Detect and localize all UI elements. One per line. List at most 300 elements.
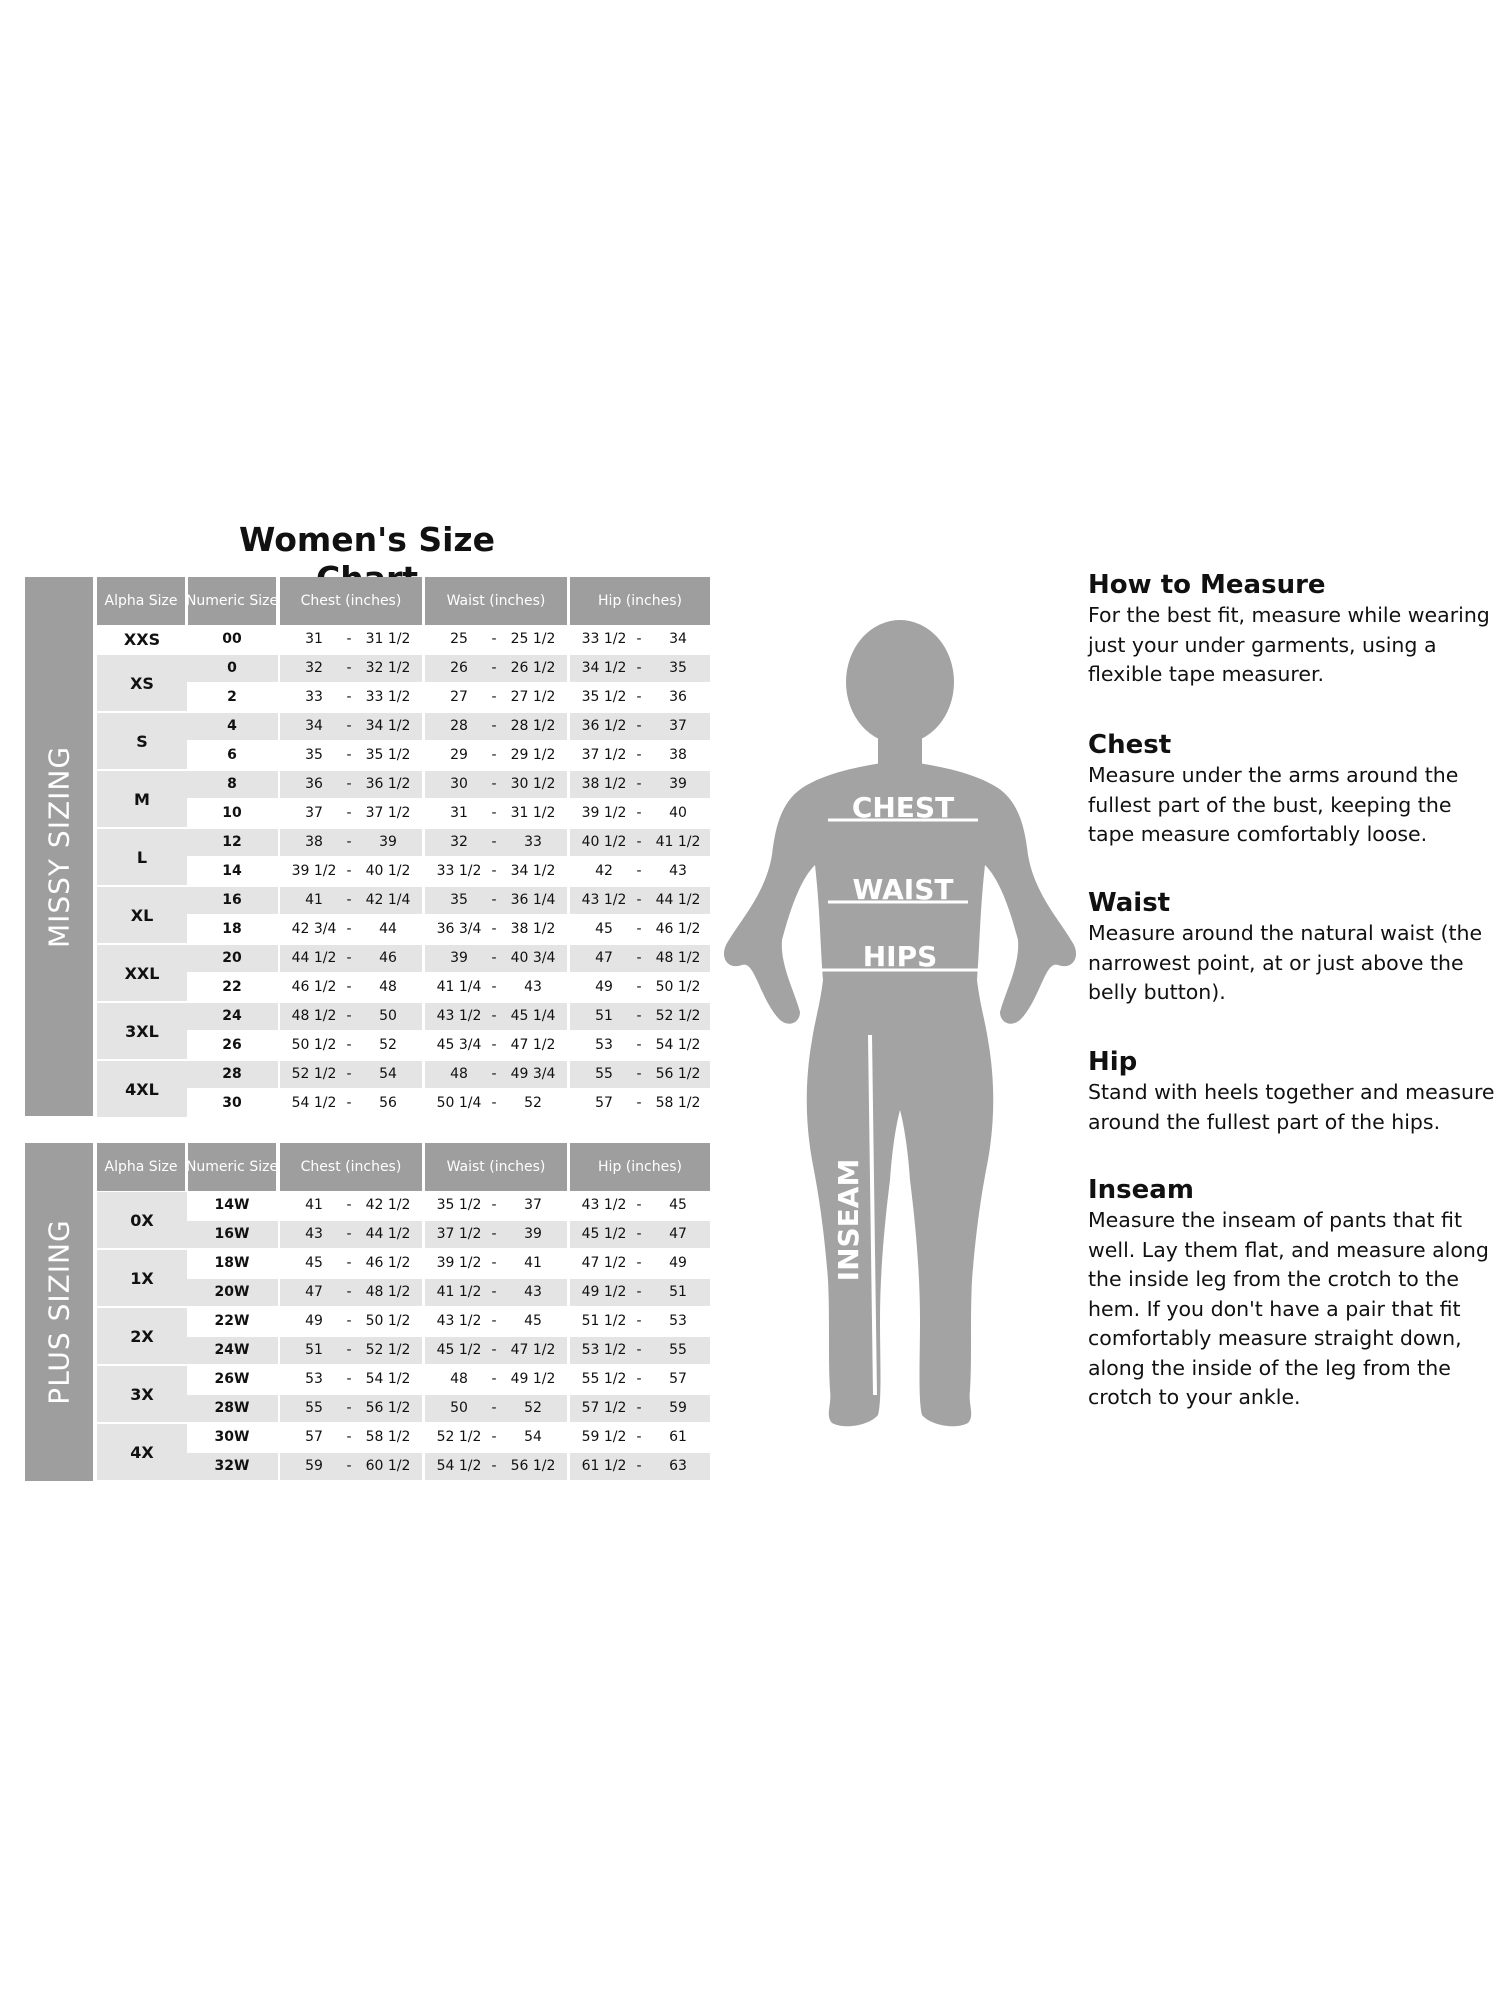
hip-min-cell: 51 1/2 [581, 1313, 627, 1329]
waist-min-cell: 50 1/4 [436, 1095, 482, 1111]
guide-how-to-measure [1088, 570, 1498, 690]
waist-min-cell: 25 [450, 631, 468, 647]
numeric-size-cell: 14W [214, 1197, 250, 1213]
chest-range-separator: - [346, 950, 352, 966]
guide-hip [1088, 1047, 1498, 1137]
chest-min-cell: 48 1/2 [291, 1008, 337, 1024]
table-row [25, 625, 710, 654]
hip-max-cell: 35 [669, 660, 687, 676]
hip-max-cell: 43 [669, 863, 687, 879]
waist-max-cell: 52 [524, 1095, 542, 1111]
chest-max-cell: 56 1/2 [365, 1400, 411, 1416]
waist-min-cell: 29 [450, 747, 468, 763]
hip-range-separator: - [636, 631, 642, 647]
alpha-size-cell: XXS [97, 626, 187, 653]
waist-range-separator: - [491, 1095, 497, 1111]
numeric-size-cell: 28W [214, 1400, 250, 1416]
hip-range-separator: - [636, 892, 642, 908]
waist-min-cell: 30 [450, 776, 468, 792]
numeric-size-cell: 0 [227, 660, 237, 676]
alpha-size-cell: S [97, 713, 187, 769]
numeric-size-cell: 30 [222, 1095, 242, 1111]
chest-text: CHEST [851, 791, 955, 824]
numeric-size-cell: 22W [214, 1313, 250, 1329]
table-row [25, 915, 710, 944]
waist-range-separator: - [491, 718, 497, 734]
table-row [25, 1191, 710, 1220]
alpha-size-cell: 4X [97, 1424, 187, 1480]
alpha-size-cell: M [97, 771, 187, 827]
hip-range-separator: - [636, 1095, 642, 1111]
chest-min-cell: 47 [305, 1284, 323, 1300]
waist-max-cell: 47 1/2 [510, 1342, 556, 1358]
numeric-size-cell: 20 [222, 950, 242, 966]
waist-range-separator: - [491, 689, 497, 705]
waist-range-separator: - [491, 1429, 497, 1445]
waist-min-cell: 35 1/2 [436, 1197, 482, 1213]
hip-min-cell: 47 [595, 950, 613, 966]
guide-waist [1088, 888, 1498, 1008]
table-row [25, 944, 710, 973]
chest-range-separator: - [346, 1429, 352, 1445]
waist-range-separator: - [491, 1458, 497, 1474]
chest-max-cell: 54 1/2 [365, 1371, 411, 1387]
hip-max-cell: 61 [669, 1429, 687, 1445]
alpha-size-cell: 3XL [97, 1003, 187, 1059]
alpha-size-cell: XS [97, 655, 187, 711]
header-chest: Chest (inches) [280, 1143, 422, 1191]
hip-max-cell: 36 [669, 689, 687, 705]
table-row [25, 1365, 710, 1394]
guide-title: Chest [1088, 730, 1172, 760]
waist-range-separator: - [491, 1284, 497, 1300]
hip-range-separator: - [636, 689, 642, 705]
hip-min-cell: 43 1/2 [581, 1197, 627, 1213]
hip-min-cell: 45 [595, 921, 613, 937]
table-row [25, 1423, 710, 1452]
waist-range-separator: - [491, 1400, 497, 1416]
chest-min-cell: 54 1/2 [291, 1095, 337, 1111]
chest-range-separator: - [346, 1313, 352, 1329]
hip-range-separator: - [636, 1458, 642, 1474]
chest-min-cell: 43 [305, 1226, 323, 1242]
table-row [25, 1060, 710, 1089]
numeric-size-cell: 20W [214, 1284, 250, 1300]
hip-max-cell: 59 [669, 1400, 687, 1416]
chest-range-separator: - [346, 1008, 352, 1024]
guide-title: Inseam [1088, 1175, 1194, 1205]
plus-size-table [25, 1143, 710, 1481]
hip-min-cell: 39 1/2 [581, 805, 627, 821]
hip-range-separator: - [636, 1284, 642, 1300]
hip-max-cell: 56 1/2 [655, 1066, 701, 1082]
chest-min-cell: 53 [305, 1371, 323, 1387]
hip-min-cell: 59 1/2 [581, 1429, 627, 1445]
hip-min-cell: 57 1/2 [581, 1400, 627, 1416]
hip-range-separator: - [636, 1313, 642, 1329]
chest-max-cell: 35 1/2 [365, 747, 411, 763]
waist-max-cell: 25 1/2 [510, 631, 556, 647]
waist-min-cell: 50 [450, 1400, 468, 1416]
waist-min-cell: 28 [450, 718, 468, 734]
hip-min-cell: 55 [595, 1066, 613, 1082]
guide-chest [1088, 730, 1498, 850]
chest-max-cell: 58 1/2 [365, 1429, 411, 1445]
waist-min-cell: 26 [450, 660, 468, 676]
alpha-size-cell: 1X [97, 1250, 187, 1306]
table-row [25, 770, 710, 799]
alpha-size-cell: 4XL [97, 1061, 187, 1117]
waist-max-cell: 45 [524, 1313, 542, 1329]
chest-max-cell: 36 1/2 [365, 776, 411, 792]
body-measurement-figure [720, 620, 1080, 1430]
numeric-size-cell: 18W [214, 1255, 250, 1271]
page-title: Women's Size [238, 520, 496, 559]
chest-max-cell: 42 1/4 [365, 892, 411, 908]
hip-min-cell: 53 1/2 [581, 1342, 627, 1358]
chest-range-separator: - [346, 1095, 352, 1111]
numeric-size-cell: 8 [227, 776, 237, 792]
numeric-size-cell: 24W [214, 1342, 250, 1358]
hip-max-cell: 51 [669, 1284, 687, 1300]
hip-min-cell: 45 1/2 [581, 1226, 627, 1242]
header-hip: Hip (inches) [570, 1143, 710, 1191]
chest-max-cell: 54 [379, 1066, 397, 1082]
chest-max-cell: 60 1/2 [365, 1458, 411, 1474]
chest-min-cell: 59 [305, 1458, 323, 1474]
inseam-text: INSEAM [832, 1158, 865, 1282]
table-row [25, 1394, 710, 1423]
hip-max-cell: 34 [669, 631, 687, 647]
chest-min-cell: 49 [305, 1313, 323, 1329]
hip-range-separator: - [636, 1226, 642, 1242]
alpha-size-cell: 0X [97, 1192, 187, 1248]
header-numeric-size: Numeric Size [188, 577, 276, 625]
numeric-size-cell: 18 [222, 921, 242, 937]
numeric-size-cell: 26W [214, 1371, 250, 1387]
waist-min-cell: 45 3/4 [436, 1037, 482, 1053]
hip-min-cell: 57 [595, 1095, 613, 1111]
hip-max-cell: 41 1/2 [655, 834, 701, 850]
chest-min-cell: 41 [305, 892, 323, 908]
chest-max-cell: 44 [379, 921, 397, 937]
waist-max-cell: 41 [524, 1255, 542, 1271]
chest-min-cell: 57 [305, 1429, 323, 1445]
hip-max-cell: 47 [669, 1226, 687, 1242]
waist-max-cell: 28 1/2 [510, 718, 556, 734]
waist-range-separator: - [491, 1342, 497, 1358]
hip-max-cell: 48 1/2 [655, 950, 701, 966]
hip-range-separator: - [636, 805, 642, 821]
chest-range-separator: - [346, 1342, 352, 1358]
waist-max-cell: 47 1/2 [510, 1037, 556, 1053]
waist-range-separator: - [491, 863, 497, 879]
chest-range-separator: - [346, 921, 352, 937]
alpha-size-cell: L [97, 829, 187, 885]
chest-min-cell: 55 [305, 1400, 323, 1416]
numeric-size-cell: 4 [227, 718, 237, 734]
figure-body [724, 760, 1076, 1426]
hip-max-cell: 49 [669, 1255, 687, 1271]
numeric-size-cell: 2 [227, 689, 237, 705]
chest-range-separator: - [346, 1037, 352, 1053]
chest-range-separator: - [346, 892, 352, 908]
chest-max-cell: 48 1/2 [365, 1284, 411, 1300]
hip-range-separator: - [636, 747, 642, 763]
hip-max-cell: 63 [669, 1458, 687, 1474]
hip-min-cell: 42 [595, 863, 613, 879]
hip-min-cell: 51 [595, 1008, 613, 1024]
chest-max-cell: 34 1/2 [365, 718, 411, 734]
hip-min-cell: 43 1/2 [581, 892, 627, 908]
waist-min-cell: 48 [450, 1371, 468, 1387]
table-row [25, 1031, 710, 1060]
guide-body: Stand with heels together and measure around the fullest part of the hips. [1088, 1080, 1495, 1134]
waist-max-cell: 26 1/2 [510, 660, 556, 676]
chest-min-cell: 45 [305, 1255, 323, 1271]
chest-max-cell: 56 [379, 1095, 397, 1111]
waist-range-separator: - [491, 776, 497, 792]
chest-min-cell: 46 1/2 [291, 979, 337, 995]
table-row [25, 1089, 710, 1118]
missy-sizing-label: MISSY SIZING [42, 745, 76, 948]
chest-range-separator: - [346, 747, 352, 763]
chest-max-cell: 44 1/2 [365, 1226, 411, 1242]
numeric-size-cell: 14 [222, 863, 242, 879]
waist-range-separator: - [491, 1226, 497, 1242]
numeric-size-cell: 6 [227, 747, 237, 763]
waist-min-cell: 31 [450, 805, 468, 821]
chest-min-cell: 52 1/2 [291, 1066, 337, 1082]
waist-max-cell: 54 [524, 1429, 542, 1445]
hip-range-separator: - [636, 863, 642, 879]
waist-min-cell: 45 1/2 [436, 1342, 482, 1358]
table-row [25, 1249, 710, 1278]
numeric-size-cell: 10 [222, 805, 242, 821]
hip-range-separator: - [636, 834, 642, 850]
waist-range-separator: - [491, 1037, 497, 1053]
hip-min-cell: 33 1/2 [581, 631, 627, 647]
chest-max-cell: 42 1/2 [365, 1197, 411, 1213]
numeric-size-cell: 26 [222, 1037, 242, 1053]
waist-range-separator: - [491, 660, 497, 676]
waist-max-cell: 29 1/2 [510, 747, 556, 763]
table-row [25, 1002, 710, 1031]
hip-max-cell: 40 [669, 805, 687, 821]
table-row [25, 741, 710, 770]
waist-min-cell: 52 1/2 [436, 1429, 482, 1445]
hip-min-cell: 37 1/2 [581, 747, 627, 763]
hip-range-separator: - [636, 950, 642, 966]
waist-max-cell: 49 3/4 [510, 1066, 556, 1082]
waist-min-cell: 54 1/2 [436, 1458, 482, 1474]
header-waist: Waist (inches) [425, 577, 567, 625]
waist-max-cell: 52 [524, 1400, 542, 1416]
waist-max-cell: 36 1/4 [510, 892, 556, 908]
waist-range-separator: - [491, 1008, 497, 1024]
hip-min-cell: 36 1/2 [581, 718, 627, 734]
header-alpha-size: Alpha Size [97, 577, 185, 625]
chest-range-separator: - [346, 660, 352, 676]
header-alpha-size: Alpha Size [97, 1143, 185, 1191]
chest-range-separator: - [346, 1226, 352, 1242]
numeric-size-cell: 28 [222, 1066, 242, 1082]
table-row [25, 886, 710, 915]
chest-min-cell: 36 [305, 776, 323, 792]
hip-max-cell: 57 [669, 1371, 687, 1387]
table-row [25, 683, 710, 712]
table-row [25, 1452, 710, 1481]
chest-min-cell: 42 3/4 [291, 921, 337, 937]
guide-title: Waist [1088, 888, 1171, 918]
hip-range-separator: - [636, 1008, 642, 1024]
chest-range-separator: - [346, 1197, 352, 1213]
waist-range-separator: - [491, 950, 497, 966]
chest-min-cell: 44 1/2 [291, 950, 337, 966]
hip-max-cell: 39 [669, 776, 687, 792]
hip-min-cell: 47 1/2 [581, 1255, 627, 1271]
numeric-size-cell: 16 [222, 892, 242, 908]
waist-max-cell: 56 1/2 [510, 1458, 556, 1474]
guide-title: Hip [1088, 1047, 1138, 1077]
table-row [25, 857, 710, 886]
chest-min-cell: 38 [305, 834, 323, 850]
hips-text: HIPS [862, 940, 938, 973]
waist-min-cell: 35 [450, 892, 468, 908]
hip-max-cell: 54 1/2 [655, 1037, 701, 1053]
chest-min-cell: 51 [305, 1342, 323, 1358]
waist-max-cell: 27 1/2 [510, 689, 556, 705]
waist-max-cell: 38 1/2 [510, 921, 556, 937]
waist-max-cell: 30 1/2 [510, 776, 556, 792]
chest-range-separator: - [346, 834, 352, 850]
chest-max-cell: 50 1/2 [365, 1313, 411, 1329]
hip-range-separator: - [636, 1197, 642, 1213]
chest-max-cell: 39 [379, 834, 397, 850]
waist-min-cell: 27 [450, 689, 468, 705]
hip-max-cell: 53 [669, 1313, 687, 1329]
guide-body: Measure around the natural waist (the narrowest point, at or just above the belly button). [1088, 921, 1483, 1004]
waist-range-separator: - [491, 921, 497, 937]
header-hip: Hip (inches) [570, 577, 710, 625]
numeric-size-cell: 30W [214, 1429, 250, 1445]
hip-min-cell: 38 1/2 [581, 776, 627, 792]
waist-min-cell: 41 1/2 [436, 1284, 482, 1300]
hip-range-separator: - [636, 1255, 642, 1271]
table-row [25, 1307, 710, 1336]
waist-max-cell: 43 [524, 979, 542, 995]
table-row [25, 799, 710, 828]
waist-max-cell: 49 1/2 [510, 1371, 556, 1387]
waist-min-cell: 33 1/2 [436, 863, 482, 879]
waist-max-cell: 33 [524, 834, 542, 850]
numeric-size-cell: 00 [222, 631, 242, 647]
waist-max-cell: 45 1/4 [510, 1008, 556, 1024]
chest-range-separator: - [346, 1066, 352, 1082]
missy-size-table [25, 577, 710, 1116]
chest-min-cell: 34 [305, 718, 323, 734]
numeric-size-cell: 12 [222, 834, 242, 850]
waist-min-cell: 32 [450, 834, 468, 850]
waist-min-cell: 41 1/4 [436, 979, 482, 995]
chest-max-cell: 33 1/2 [365, 689, 411, 705]
waist-min-cell: 39 [450, 950, 468, 966]
chest-range-separator: - [346, 1284, 352, 1300]
table-row [25, 973, 710, 1002]
chest-range-separator: - [346, 631, 352, 647]
hip-max-cell: 58 1/2 [655, 1095, 701, 1111]
chest-range-separator: - [346, 863, 352, 879]
chest-max-cell: 46 1/2 [365, 1255, 411, 1271]
hip-range-separator: - [636, 1429, 642, 1445]
waist-range-separator: - [491, 805, 497, 821]
numeric-size-cell: 22 [222, 979, 242, 995]
table-row [25, 1336, 710, 1365]
header-chest: Chest (inches) [280, 577, 422, 625]
waist-range-separator: - [491, 1197, 497, 1213]
waist-text: WAIST [852, 873, 954, 906]
waist-range-separator: - [491, 1255, 497, 1271]
hip-max-cell: 44 1/2 [655, 892, 701, 908]
hip-max-cell: 52 1/2 [655, 1008, 701, 1024]
header-waist: Waist (inches) [425, 1143, 567, 1191]
chest-min-cell: 33 [305, 689, 323, 705]
chest-max-cell: 48 [379, 979, 397, 995]
hip-range-separator: - [636, 979, 642, 995]
waist-range-separator: - [491, 1371, 497, 1387]
waist-max-cell: 39 [524, 1226, 542, 1242]
guide-body: For the best fit, measure while wearing just your under garments, using a flexible tape measurer. [1088, 603, 1490, 686]
waist-min-cell: 37 1/2 [436, 1226, 482, 1242]
chest-max-cell: 32 1/2 [365, 660, 411, 676]
guide-title: How to Measure [1088, 570, 1326, 600]
hip-range-separator: - [636, 1400, 642, 1416]
figure-head [846, 620, 954, 744]
hip-min-cell: 35 1/2 [581, 689, 627, 705]
chest-min-cell: 50 1/2 [291, 1037, 337, 1053]
plus-sizing-label: PLUS SIZING [42, 1219, 76, 1405]
body-silhouette [720, 620, 1080, 1430]
hip-min-cell: 49 [595, 979, 613, 995]
chest-max-cell: 40 1/2 [365, 863, 411, 879]
chest-range-separator: - [346, 718, 352, 734]
waist-min-cell: 43 1/2 [436, 1008, 482, 1024]
hip-max-cell: 50 1/2 [655, 979, 701, 995]
waist-min-cell: 36 3/4 [436, 921, 482, 937]
table-row [25, 654, 710, 683]
guide-body: Measure the inseam of pants that fit well. Lay them flat, and measure along the inside leg from the crotch to the hem. If you don't have a pair that fit comfortably measure straight down, along the inside of the leg from the crotch to your ankle. [1088, 1208, 1489, 1409]
hip-range-separator: - [636, 776, 642, 792]
waist-min-cell: 39 1/2 [436, 1255, 482, 1271]
guide-body: Measure under the arms around the fullest part of the bust, keeping the tape measure comfortably loose. [1088, 763, 1459, 846]
chest-min-cell: 35 [305, 747, 323, 763]
alpha-size-cell: XXL [97, 945, 187, 1001]
hip-range-separator: - [636, 1037, 642, 1053]
chest-max-cell: 52 [379, 1037, 397, 1053]
hip-min-cell: 49 1/2 [581, 1284, 627, 1300]
hip-min-cell: 61 1/2 [581, 1458, 627, 1474]
chest-max-cell: 37 1/2 [365, 805, 411, 821]
waist-max-cell: 40 3/4 [510, 950, 556, 966]
hip-min-cell: 53 [595, 1037, 613, 1053]
chest-max-cell: 50 [379, 1008, 397, 1024]
hip-min-cell: 34 1/2 [581, 660, 627, 676]
table-row [25, 712, 710, 741]
hip-range-separator: - [636, 921, 642, 937]
hip-max-cell: 55 [669, 1342, 687, 1358]
chest-range-separator: - [346, 1458, 352, 1474]
hip-max-cell: 38 [669, 747, 687, 763]
